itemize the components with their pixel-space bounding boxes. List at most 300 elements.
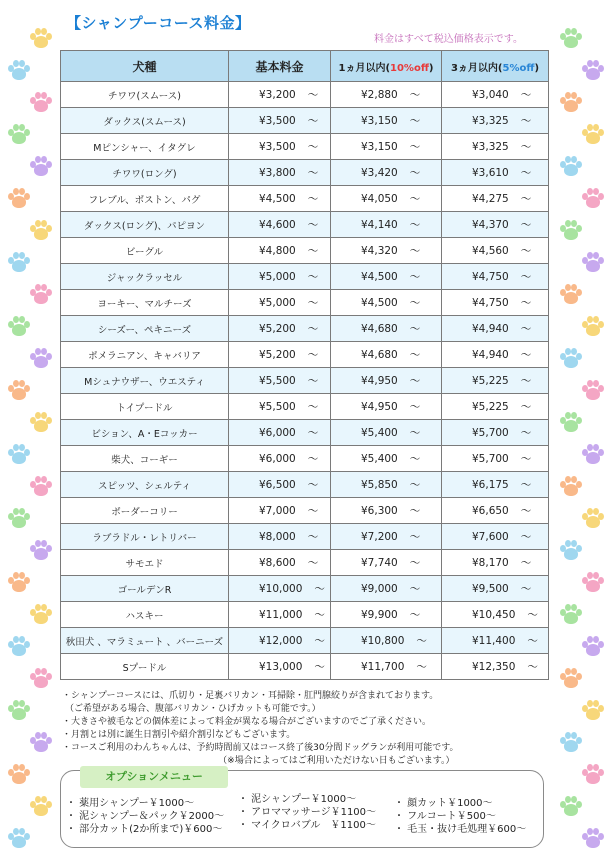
- price-value: ¥4,275: [472, 193, 509, 205]
- tilde-mark: ～: [307, 349, 319, 361]
- base-price-cell: [229, 160, 331, 186]
- price-value: ¥6,300: [361, 505, 398, 517]
- three-month-price-cell: [442, 186, 549, 212]
- paw-icon: [8, 252, 30, 274]
- paw-icon: [8, 572, 30, 594]
- one-month-price-cell: [331, 524, 442, 550]
- table-row: [61, 316, 549, 342]
- breed-cell: ボーダーコリー: [61, 498, 229, 524]
- header-three-month: [442, 51, 549, 82]
- paw-icon: [8, 764, 30, 786]
- price-value: ¥4,600: [259, 219, 296, 231]
- price-value: ¥9,900: [361, 609, 398, 621]
- one-month-price-cell: [331, 602, 442, 628]
- breed-cell: ハスキー: [61, 602, 229, 628]
- three-month-price-cell: [442, 524, 549, 550]
- tilde-mark: ～: [307, 323, 319, 335]
- one-month-price-cell: [331, 628, 442, 654]
- base-price-cell: [229, 394, 331, 420]
- tilde-mark: ～: [314, 609, 325, 621]
- paw-icon: [30, 348, 52, 370]
- three-month-price-cell: [442, 576, 549, 602]
- tilde-mark: ～: [409, 297, 421, 309]
- tilde-mark: ～: [409, 167, 421, 179]
- three-month-price-cell: [442, 108, 549, 134]
- tilde-mark: ～: [307, 115, 319, 127]
- tilde-mark: ～: [409, 375, 421, 387]
- one-month-price-cell: [331, 238, 442, 264]
- paw-icon: [30, 220, 52, 242]
- price-value: ¥5,225: [472, 375, 509, 387]
- price-value: ¥5,400: [361, 453, 398, 465]
- note-line: ・大きさや被毛などの個体差によって料金が異なる場合がございますのでご了承ください。: [62, 717, 432, 727]
- options-column-2: [238, 793, 376, 832]
- paw-icon: [30, 796, 52, 818]
- tilde-mark: ～: [307, 193, 319, 205]
- tilde-mark: ～: [409, 89, 421, 101]
- price-value: ¥5,850: [361, 479, 398, 491]
- paw-icon: [8, 828, 30, 850]
- tilde-mark: ～: [307, 505, 319, 517]
- price-value: ¥3,150: [361, 115, 398, 127]
- three-month-price-cell: [442, 420, 549, 446]
- tilde-mark: ～: [409, 219, 421, 231]
- price-value: ¥5,700: [472, 453, 509, 465]
- tilde-mark: ～: [520, 245, 532, 257]
- table-header-row: [61, 51, 549, 82]
- tilde-mark: ～: [520, 323, 532, 335]
- option-item: ・ 泥シャンプー＆パック￥2000～: [66, 811, 225, 822]
- paw-icon: [560, 604, 582, 626]
- paw-icon: [560, 156, 582, 178]
- option-item: ・ 顔カット￥1000～: [394, 798, 493, 809]
- tilde-mark: ～: [409, 401, 421, 413]
- breed-cell: 秋田犬 、マラミュート 、バーニーズ: [61, 628, 229, 654]
- tilde-mark: ～: [520, 167, 532, 179]
- paw-icon: [8, 124, 30, 146]
- paw-icon: [582, 444, 604, 466]
- three-month-price-cell: [442, 628, 549, 654]
- tilde-mark: ～: [520, 557, 532, 569]
- price-value: ¥5,500: [259, 401, 296, 413]
- header-three-month-prefix: 3ヵ月以内(: [450, 62, 503, 74]
- paw-icon: [582, 60, 604, 82]
- price-value: ¥3,325: [472, 115, 509, 127]
- table-row: [61, 498, 549, 524]
- tilde-mark: ～: [307, 479, 319, 491]
- table-row: [61, 420, 549, 446]
- tilde-mark: ～: [307, 271, 319, 283]
- price-value: ¥3,610: [472, 167, 509, 179]
- table-row: [61, 576, 549, 602]
- paw-icon: [30, 604, 52, 626]
- base-price-cell: [229, 654, 331, 680]
- paw-icon: [582, 508, 604, 530]
- table-row: [61, 368, 549, 394]
- three-month-price-cell: [442, 290, 549, 316]
- tilde-mark: ～: [409, 479, 421, 491]
- price-value: ¥5,200: [259, 323, 296, 335]
- breed-cell: ビーグル: [61, 238, 229, 264]
- paw-icon: [582, 700, 604, 722]
- price-value: ¥8,600: [259, 557, 296, 569]
- options-title: オプションメニュー: [80, 766, 228, 788]
- price-value: ¥6,000: [259, 427, 296, 439]
- price-value: ¥7,600: [472, 531, 509, 543]
- one-month-price-cell: [331, 446, 442, 472]
- price-value: ¥8,170: [472, 557, 509, 569]
- tilde-mark: ～: [409, 193, 421, 205]
- price-value: ¥13,000: [259, 661, 303, 673]
- price-value: ¥3,150: [361, 141, 398, 153]
- base-price-cell: [229, 602, 331, 628]
- price-value: ¥4,950: [361, 401, 398, 413]
- price-value: ¥4,140: [361, 219, 398, 231]
- tax-note: 料金はすべて税込価格表示です。: [374, 34, 523, 45]
- breed-cell: ポメラニアン、キャバリア: [61, 342, 229, 368]
- header-breed: 犬種: [61, 51, 229, 82]
- tilde-mark: ～: [307, 219, 319, 231]
- price-value: ¥7,740: [361, 557, 398, 569]
- one-month-price-cell: [331, 108, 442, 134]
- breed-cell: ダックス(ロング)、パピヨン: [61, 212, 229, 238]
- option-item: ・ フルコート￥500～: [394, 811, 496, 822]
- header-three-month-suffix: ): [534, 62, 540, 74]
- breed-cell: チワワ(スムース): [61, 82, 229, 108]
- paw-icon: [560, 796, 582, 818]
- tilde-mark: ～: [409, 245, 421, 257]
- paw-icon: [30, 540, 52, 562]
- option-item: ・ 薬用シャンプー￥1000～: [66, 798, 195, 809]
- tilde-mark: ～: [520, 583, 532, 595]
- tilde-mark: ～: [409, 505, 421, 517]
- price-value: ¥6,650: [472, 505, 509, 517]
- price-value: ¥7,000: [259, 505, 296, 517]
- header-three-month-discount: 5%off: [502, 62, 535, 74]
- paw-icon: [560, 220, 582, 242]
- base-price-cell: [229, 472, 331, 498]
- one-month-price-cell: [331, 498, 442, 524]
- paw-decoration-right: [550, 0, 610, 856]
- base-price-cell: [229, 524, 331, 550]
- one-month-price-cell: [331, 550, 442, 576]
- header-one-month-suffix: ): [428, 62, 434, 74]
- tilde-mark: ～: [409, 115, 421, 127]
- price-value: ¥9,500: [472, 583, 509, 595]
- tilde-mark: ～: [520, 531, 532, 543]
- three-month-price-cell: [442, 368, 549, 394]
- tilde-mark: ～: [409, 141, 421, 153]
- price-value: ¥6,000: [259, 453, 296, 465]
- tilde-mark: ～: [520, 401, 532, 413]
- price-value: ¥4,950: [361, 375, 398, 387]
- three-month-price-cell: [442, 160, 549, 186]
- base-price-cell: [229, 498, 331, 524]
- price-value: ¥4,680: [361, 349, 398, 361]
- tilde-mark: ～: [416, 661, 427, 673]
- three-month-price-cell: [442, 82, 549, 108]
- price-value: ¥5,000: [259, 271, 296, 283]
- tilde-mark: ～: [409, 557, 421, 569]
- base-price-cell: [229, 420, 331, 446]
- table-row: [61, 238, 549, 264]
- paw-icon: [582, 316, 604, 338]
- one-month-price-cell: [331, 368, 442, 394]
- paw-icon: [30, 476, 52, 498]
- tilde-mark: ～: [416, 635, 427, 647]
- base-price-cell: [229, 238, 331, 264]
- tilde-mark: ～: [520, 89, 532, 101]
- price-value: ¥6,175: [472, 479, 509, 491]
- three-month-price-cell: [442, 238, 549, 264]
- table-row: [61, 628, 549, 654]
- tilde-mark: ～: [520, 505, 532, 517]
- price-value: ¥10,450: [472, 609, 516, 621]
- price-value: ¥3,800: [259, 167, 296, 179]
- three-month-price-cell: [442, 134, 549, 160]
- one-month-price-cell: [331, 290, 442, 316]
- paw-icon: [8, 508, 30, 530]
- price-value: ¥5,500: [259, 375, 296, 387]
- table-row: [61, 654, 549, 680]
- tilde-mark: ～: [307, 141, 319, 153]
- paw-icon: [582, 636, 604, 658]
- paw-icon: [582, 764, 604, 786]
- base-price-cell: [229, 576, 331, 602]
- three-month-price-cell: [442, 212, 549, 238]
- note-line: ・月割とは別に誕生日割引や紹介割引などもございます。: [62, 730, 296, 740]
- price-value: ¥2,880: [361, 89, 398, 101]
- options-column-3: [394, 797, 526, 836]
- price-value: ¥8,000: [259, 531, 296, 543]
- paw-decoration-left: [0, 0, 60, 856]
- paw-icon: [30, 668, 52, 690]
- paw-icon: [560, 732, 582, 754]
- notes: [62, 690, 458, 768]
- three-month-price-cell: [442, 316, 549, 342]
- breed-cell: ダックス(スムース): [61, 108, 229, 134]
- table-row: [61, 134, 549, 160]
- price-value: ¥4,500: [259, 193, 296, 205]
- tilde-mark: ～: [307, 453, 319, 465]
- paw-icon: [560, 476, 582, 498]
- note-line: ・シャンプーコースには、爪切り・足裏バリカン・耳掃除・肛門腺絞りが含まれております。: [62, 691, 439, 701]
- one-month-price-cell: [331, 160, 442, 186]
- tilde-mark: ～: [409, 583, 421, 595]
- breed-cell: Mシュナウザー、ウエスティ: [61, 368, 229, 394]
- options-column-1: [66, 797, 224, 836]
- base-price-cell: [229, 368, 331, 394]
- one-month-price-cell: [331, 316, 442, 342]
- price-value: ¥5,000: [259, 297, 296, 309]
- one-month-price-cell: [331, 212, 442, 238]
- paw-icon: [582, 188, 604, 210]
- price-value: ¥3,040: [472, 89, 509, 101]
- paw-icon: [30, 284, 52, 306]
- tilde-mark: ～: [409, 323, 421, 335]
- price-value: ¥6,500: [259, 479, 296, 491]
- price-value: ¥3,500: [259, 115, 296, 127]
- three-month-price-cell: [442, 498, 549, 524]
- tilde-mark: ～: [520, 271, 532, 283]
- one-month-price-cell: [331, 134, 442, 160]
- breed-cell: スピッツ、シェルティ: [61, 472, 229, 498]
- paw-icon: [560, 348, 582, 370]
- price-value: ¥10,000: [259, 583, 303, 595]
- tilde-mark: ～: [307, 245, 319, 257]
- tilde-mark: ～: [307, 401, 319, 413]
- breed-cell: ジャックラッセル: [61, 264, 229, 290]
- tilde-mark: ～: [409, 531, 421, 543]
- three-month-price-cell: [442, 550, 549, 576]
- price-value: ¥4,560: [472, 245, 509, 257]
- breed-cell: 柴犬、コーギー: [61, 446, 229, 472]
- price-table-body: [61, 82, 549, 680]
- paw-icon: [30, 156, 52, 178]
- price-value: ¥4,680: [361, 323, 398, 335]
- price-value: ¥3,500: [259, 141, 296, 153]
- breed-cell: フレブル、ボストン、パグ: [61, 186, 229, 212]
- one-month-price-cell: [331, 654, 442, 680]
- table-row: [61, 108, 549, 134]
- base-price-cell: [229, 82, 331, 108]
- price-value: ¥4,050: [361, 193, 398, 205]
- breed-cell: トイプードル: [61, 394, 229, 420]
- price-value: ¥3,200: [259, 89, 296, 101]
- price-value: ¥4,750: [472, 297, 509, 309]
- tilde-mark: ～: [314, 583, 325, 595]
- three-month-price-cell: [442, 654, 549, 680]
- base-price-cell: [229, 212, 331, 238]
- paw-icon: [8, 316, 30, 338]
- table-row: [61, 342, 549, 368]
- price-value: ¥3,420: [361, 167, 398, 179]
- price-value: ¥5,700: [472, 427, 509, 439]
- paw-icon: [8, 700, 30, 722]
- three-month-price-cell: [442, 264, 549, 290]
- tilde-mark: ～: [520, 349, 532, 361]
- table-row: [61, 550, 549, 576]
- table-row: [61, 264, 549, 290]
- three-month-price-cell: [442, 394, 549, 420]
- table-row: [61, 290, 549, 316]
- tilde-mark: ～: [307, 531, 319, 543]
- three-month-price-cell: [442, 602, 549, 628]
- tilde-mark: ～: [520, 375, 532, 387]
- tilde-mark: ～: [520, 427, 532, 439]
- paw-icon: [8, 636, 30, 658]
- base-price-cell: [229, 290, 331, 316]
- option-item: ・ 部分カット(2か所まで)￥600～: [66, 824, 223, 835]
- breed-cell: サモエド: [61, 550, 229, 576]
- one-month-price-cell: [331, 186, 442, 212]
- base-price-cell: [229, 264, 331, 290]
- tilde-mark: ～: [409, 453, 421, 465]
- paw-icon: [560, 284, 582, 306]
- tilde-mark: ～: [409, 271, 421, 283]
- price-value: ¥4,800: [259, 245, 296, 257]
- tilde-mark: ～: [307, 167, 319, 179]
- option-item: ・ アロママッサージ￥1100～: [238, 807, 377, 818]
- note-line: （ご希望がある場合、腹部バリカン・ひげカットも可能です。）: [65, 704, 321, 714]
- table-row: [61, 446, 549, 472]
- price-value: ¥4,750: [472, 271, 509, 283]
- tilde-mark: ～: [520, 297, 532, 309]
- option-item: ・ 毛玉・抜け毛処理￥600～: [394, 824, 527, 835]
- tilde-mark: ～: [307, 375, 319, 387]
- one-month-price-cell: [331, 394, 442, 420]
- price-value: ¥4,500: [361, 271, 398, 283]
- breed-cell: ラブラドル・レトリバー: [61, 524, 229, 550]
- breed-cell: チワワ(ロング): [61, 160, 229, 186]
- one-month-price-cell: [331, 264, 442, 290]
- price-value: ¥11,400: [472, 635, 516, 647]
- tilde-mark: ～: [520, 479, 532, 491]
- paw-icon: [560, 540, 582, 562]
- paw-icon: [582, 828, 604, 850]
- three-month-price-cell: [442, 446, 549, 472]
- breed-cell: Mピンシャー、イタグレ: [61, 134, 229, 160]
- tilde-mark: ～: [409, 609, 421, 621]
- table-row: [61, 160, 549, 186]
- note-line: （※場合によってはご利用いただけない日もございます。）: [218, 756, 455, 766]
- one-month-price-cell: [331, 420, 442, 446]
- table-row: [61, 186, 549, 212]
- paw-icon: [30, 92, 52, 114]
- tilde-mark: ～: [409, 427, 421, 439]
- price-value: ¥3,325: [472, 141, 509, 153]
- paw-icon: [30, 732, 52, 754]
- breed-cell: ヨーキー、マルチーズ: [61, 290, 229, 316]
- base-price-cell: [229, 316, 331, 342]
- base-price-cell: [229, 550, 331, 576]
- price-value: ¥5,225: [472, 401, 509, 413]
- one-month-price-cell: [331, 472, 442, 498]
- price-value: ¥11,000: [259, 609, 303, 621]
- tilde-mark: ～: [520, 453, 532, 465]
- table-row: [61, 212, 549, 238]
- paw-icon: [30, 412, 52, 434]
- paw-icon: [8, 444, 30, 466]
- table-row: [61, 472, 549, 498]
- paw-icon: [582, 124, 604, 146]
- header-one-month: [331, 51, 442, 82]
- paw-icon: [560, 92, 582, 114]
- price-table: [60, 50, 549, 680]
- price-value: ¥4,370: [472, 219, 509, 231]
- price-value: ¥4,940: [472, 323, 509, 335]
- paw-icon: [8, 188, 30, 210]
- paw-icon: [582, 252, 604, 274]
- breed-cell: シーズー、ペキニーズ: [61, 316, 229, 342]
- tilde-mark: ～: [520, 193, 532, 205]
- price-value: ¥10,800: [361, 635, 405, 647]
- tilde-mark: ～: [307, 89, 319, 101]
- paw-icon: [8, 60, 30, 82]
- header-base-price: 基本料金: [229, 51, 331, 82]
- table-row: [61, 394, 549, 420]
- one-month-price-cell: [331, 576, 442, 602]
- price-value: ¥4,940: [472, 349, 509, 361]
- paw-icon: [582, 380, 604, 402]
- price-value: ¥4,320: [361, 245, 398, 257]
- tilde-mark: ～: [527, 609, 538, 621]
- tilde-mark: ～: [520, 141, 532, 153]
- option-item: ・ 泥シャンプー￥1000～: [238, 794, 357, 805]
- tilde-mark: ～: [307, 427, 319, 439]
- table-row: [61, 82, 549, 108]
- price-value: ¥5,400: [361, 427, 398, 439]
